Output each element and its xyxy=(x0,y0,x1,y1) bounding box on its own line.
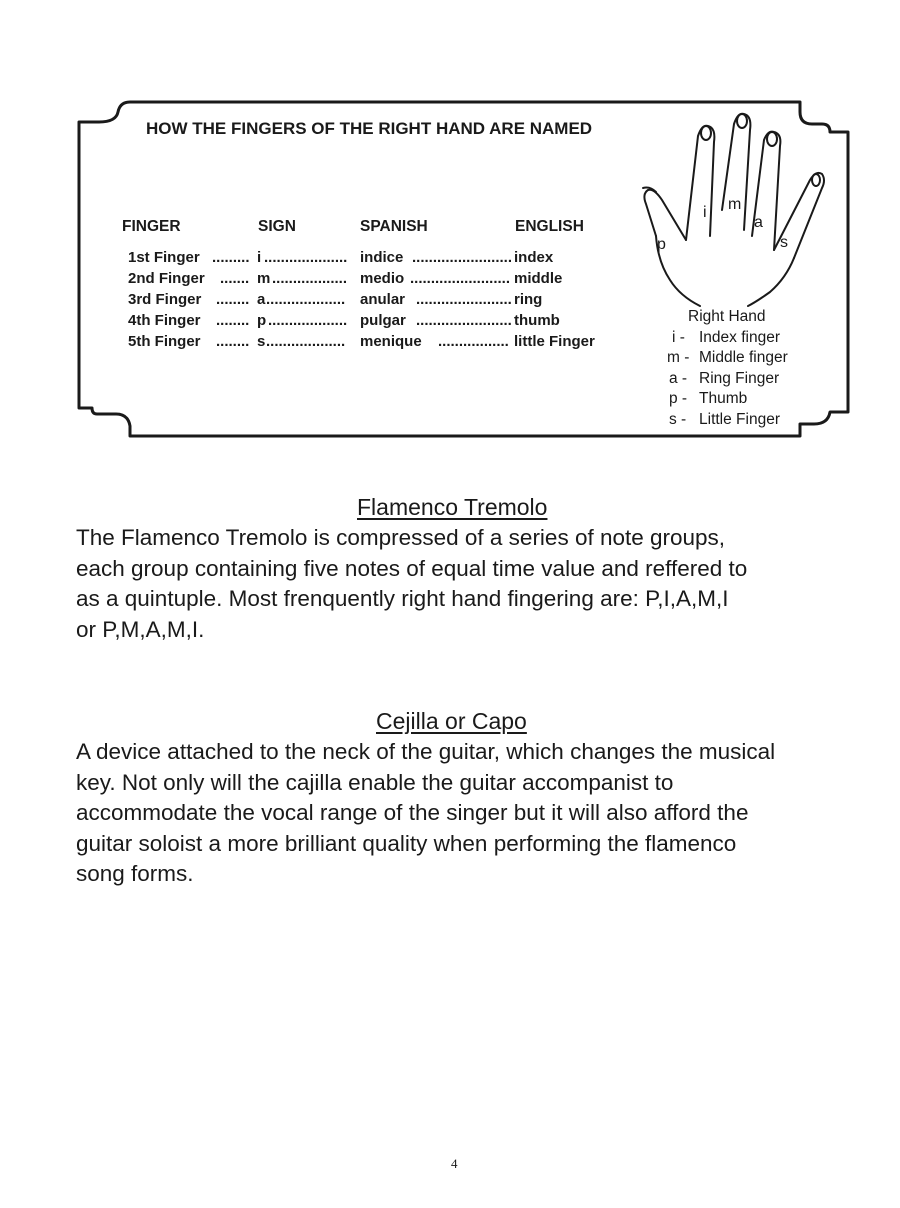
leader-dots: .................... xyxy=(264,249,348,266)
legend-label: Index finger xyxy=(699,329,780,346)
finger-sign: p xyxy=(257,312,267,329)
finger-sign: a xyxy=(257,291,266,308)
finger-sign: i xyxy=(257,249,262,266)
finger-spanish: menique xyxy=(360,333,422,350)
leader-dots: ........................ xyxy=(412,249,513,266)
finger-english: ring xyxy=(514,291,543,308)
capo-title: Cejilla or Capo xyxy=(376,708,527,734)
tremolo-paragraph xyxy=(76,523,848,645)
finger-english: middle xyxy=(514,270,563,287)
finger-english: little Finger xyxy=(514,333,595,350)
legend-sign: a - xyxy=(669,370,688,387)
finger-sign: s xyxy=(257,333,266,350)
finger-box-title: HOW THE FINGERS OF THE RIGHT HAND ARE NAMED xyxy=(146,119,593,138)
finger-spanish: pulgar xyxy=(360,312,406,329)
hand-label-p: p xyxy=(657,236,666,253)
column-header-sign: SIGN xyxy=(258,218,296,235)
leader-dots: ....................... xyxy=(416,312,512,329)
column-header-spanish: SPANISH xyxy=(360,218,428,235)
paragraph-line: as a quintuple. Most frenquently right hand fingering are: P,I,A,M,I xyxy=(76,586,729,611)
leader-dots: ........................ xyxy=(410,270,511,287)
leader-dots: ....................... xyxy=(416,291,512,308)
legend-label: Little Finger xyxy=(699,411,780,428)
leader-dots: .................. xyxy=(272,270,348,287)
paragraph-line: song forms. xyxy=(76,861,194,886)
hand-label-i: i xyxy=(703,204,707,221)
legend-label: Ring Finger xyxy=(699,370,780,387)
page-number: 4 xyxy=(451,1156,458,1171)
finger-name: 2nd Finger xyxy=(128,270,205,287)
finger-spanish: medio xyxy=(360,270,405,287)
finger-english: index xyxy=(514,249,554,266)
column-header-english: ENGLISH xyxy=(515,218,584,235)
legend-title: Right Hand xyxy=(688,308,766,325)
legend-sign: s - xyxy=(669,411,687,428)
paragraph-line: guitar soloist a more brilliant quality when performing the flamenco xyxy=(76,830,737,856)
hand-label-a: a xyxy=(754,214,763,231)
paragraph-line: A device attached to the neck of the guitar, which changes the musical xyxy=(76,739,776,764)
finger-name: 3rd Finger xyxy=(128,291,202,308)
tremolo-title: Flamenco Tremolo xyxy=(357,494,548,520)
legend-sign: p - xyxy=(669,390,688,407)
finger-name: 4th Finger xyxy=(128,312,201,329)
legend-sign: m - xyxy=(667,349,690,366)
finger-name: 1st Finger xyxy=(128,249,200,266)
leader-dots: ................... xyxy=(266,333,346,350)
leader-dots: ....... xyxy=(220,270,250,287)
paragraph-line: key. Not only will the cajilla enable the guitar accompanist to xyxy=(76,769,674,795)
hand-label-s: s xyxy=(780,234,788,251)
legend-label: Thumb xyxy=(699,390,748,407)
paragraph-line: each group containing five notes of equal time value and reffered to xyxy=(76,555,748,581)
legend-sign: i - xyxy=(672,329,685,346)
leader-dots: ........ xyxy=(216,333,250,350)
paragraph-line: The Flamenco Tremolo is compressed of a series of note groups, xyxy=(76,525,726,550)
capo-paragraph xyxy=(76,737,848,890)
hand-label-m: m xyxy=(728,196,742,213)
paragraph-line: accommodate the vocal range of the singer but it will also afford the xyxy=(76,800,749,825)
finger-spanish: indice xyxy=(360,249,404,266)
leader-dots: ................. xyxy=(438,333,509,350)
leader-dots: ................... xyxy=(266,291,346,308)
paragraph-line: or P,M,A,M,I. xyxy=(76,616,205,642)
leader-dots: ................... xyxy=(268,312,348,329)
leader-dots: ......... xyxy=(212,249,250,266)
leader-dots: ........ xyxy=(216,291,250,308)
finger-english: thumb xyxy=(514,312,560,329)
leader-dots: ........ xyxy=(216,312,250,329)
legend-label: Middle finger xyxy=(699,349,788,366)
finger-spanish: anular xyxy=(360,291,406,308)
finger-sign: m xyxy=(257,270,271,287)
finger-name: 5th Finger xyxy=(128,333,201,350)
column-header-finger: FINGER xyxy=(122,218,181,235)
